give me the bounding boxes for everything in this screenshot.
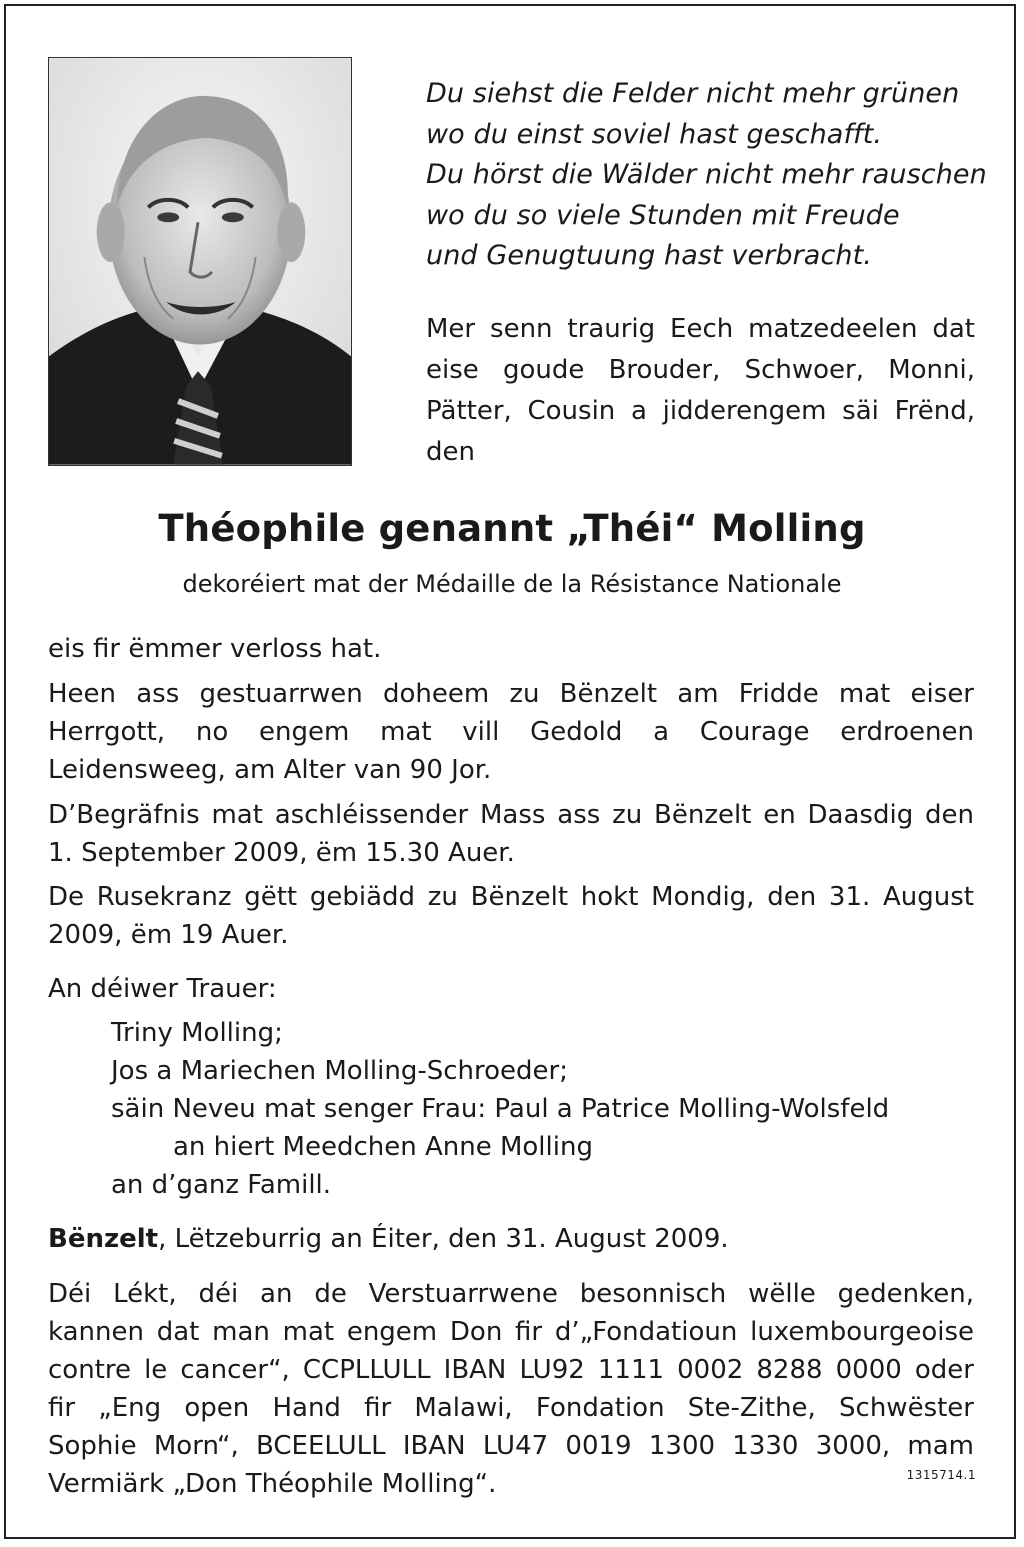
intro-line: Mer senn traurig Eech matzedeelen dat <box>426 314 975 344</box>
paragraph-line: Heen ass gestuarrwen doheem zu Bënzelt am Fridde mat eiser <box>48 679 974 709</box>
mourning-label: An déiwer Trauer: <box>48 974 277 1004</box>
poem-line: wo du so viele Stunden mit Freude <box>426 199 900 231</box>
poem-line: Du siehst die Felder nicht mehr grünen <box>426 78 960 109</box>
decoration-line: dekoréiert mat der Médaille de la Résistance Nationale <box>182 570 842 598</box>
funeral-paragraph <box>48 796 974 872</box>
mourners-list <box>111 1014 991 1204</box>
paragraph-line: 2009, ëm 19 Auer. <box>48 920 289 950</box>
memorial-poem <box>426 74 986 277</box>
intro-line: eise goude Brouder, Schwoer, Monni, <box>426 355 975 385</box>
intro-line: den <box>426 437 475 467</box>
place-date-line <box>48 1220 729 1258</box>
passing-line: eis fir ëmmer verloss hat. <box>48 634 382 664</box>
paragraph-line: 1. September 2009, ëm 15.30 Auer. <box>48 838 515 868</box>
mourner-entry: an d’ganz Famill. <box>111 1170 332 1200</box>
death-paragraph <box>48 675 974 789</box>
poem-line: wo du einst soviel hast geschafft. <box>426 118 883 150</box>
donation-paragraph <box>48 1275 974 1503</box>
paragraph-line: De Rusekranz gëtt gebiädd zu Bënzelt hokt Mondig, den 31. August <box>48 882 974 912</box>
poem-line: Du hörst die Wälder nicht mehr rauschen <box>426 159 987 190</box>
mourner-entry: Triny Molling; <box>111 1018 283 1048</box>
poem-line: und Genugtuung hast verbracht. <box>426 240 872 271</box>
mourner-entry: Jos a Mariechen Molling-Schroeder; <box>111 1056 568 1086</box>
paragraph-line: contre le cancer“, CCPLLULL IBAN LU92 1111 0002 8288 0000 oder <box>48 1355 974 1385</box>
paragraph-line: D’Begräfnis mat aschléissender Mass ass zu Bënzelt en Daasdig den <box>48 800 974 830</box>
paragraph-line: fir „Eng open Hand fir Malawi, Fondation Ste-Zithe, Schwëster <box>48 1393 974 1423</box>
portrait-photo <box>48 57 352 466</box>
paragraph-line: Vermiärk „Don Théophile Molling“. <box>48 1469 497 1499</box>
place-name: Bënzelt <box>48 1224 159 1254</box>
paragraph-line: kannen dat man mat engem Don fir d’„Fondatioun luxembourgeoise <box>48 1317 974 1347</box>
paragraph-line: Sophie Morn“, BCEELULL IBAN LU47 0019 1300 1330 3000, mam <box>48 1431 974 1461</box>
mourner-entry: an hiert Meedchen Anne Molling <box>173 1132 593 1162</box>
mourner-entry: säin Neveu mat senger Frau: Paul a Patrice Molling-Wolsfeld <box>111 1094 890 1124</box>
place-date-rest: , Lëtzeburrig an Éiter, den 31. August 2009. <box>158 1224 729 1254</box>
announcement-intro <box>426 309 975 473</box>
paragraph-line: Déi Lékt, déi an de Verstuarrwene besonnisch wëlle gedenken, <box>48 1279 974 1309</box>
rosary-paragraph <box>48 878 974 954</box>
deceased-name: Théophile genannt „Théi“ Molling <box>158 507 866 550</box>
intro-line: Pätter, Cousin a jidderengem säi Frënd, <box>426 396 975 426</box>
reference-number: 1315714.1 <box>906 1468 976 1482</box>
paragraph-line: Herrgott, no engem mat vill Gedold a Courage erdroenen <box>48 717 974 747</box>
paragraph-line: Leidensweeg, am Alter van 90 Jor. <box>48 755 492 785</box>
